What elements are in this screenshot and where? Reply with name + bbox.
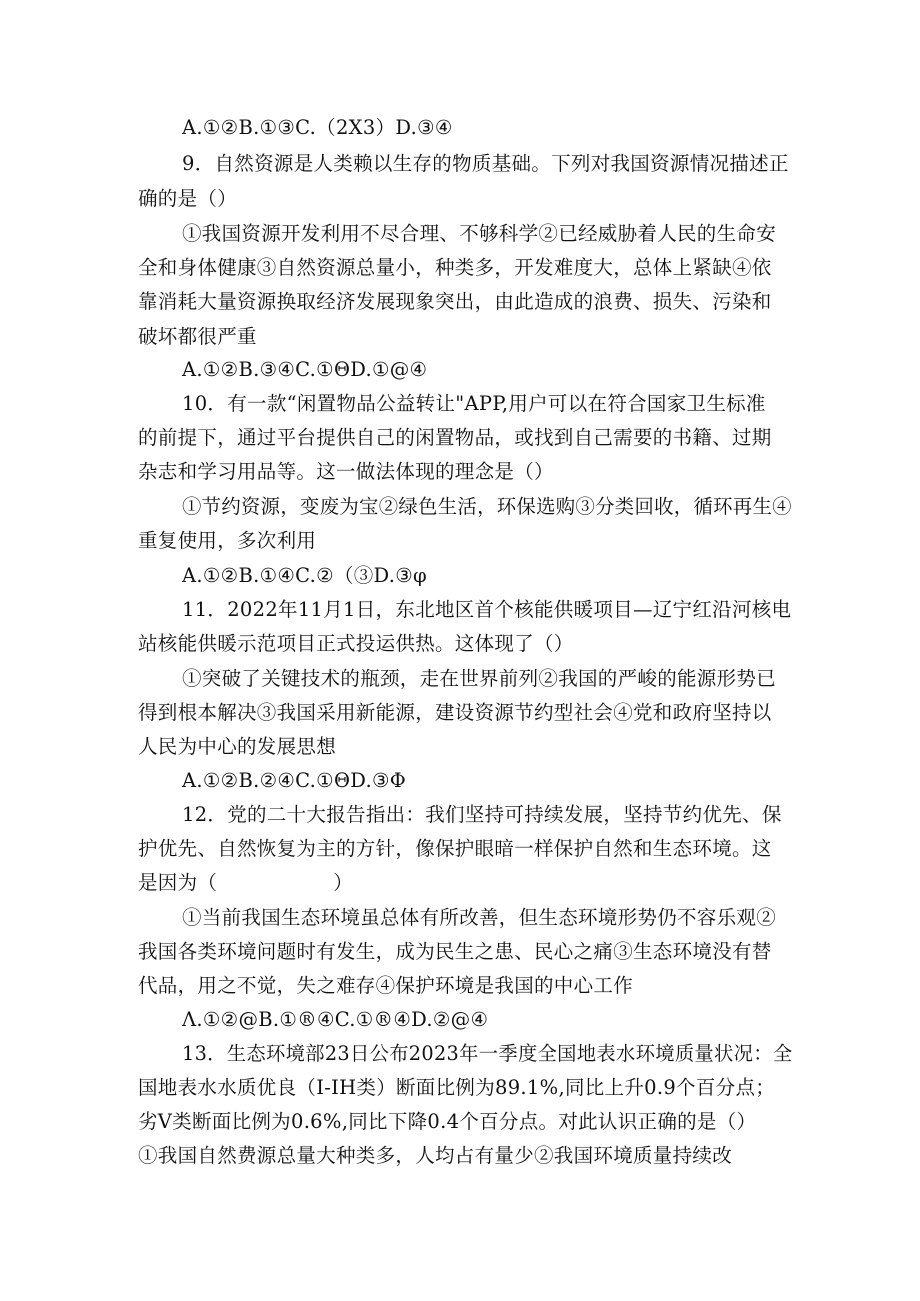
q11-stem-line-1: 11．2022年11月1日，东北地区首个核能供暖项目—辽宁红沿河核电	[182, 598, 792, 621]
q13-stem-line-1: 13．生态环境部23日公布2023年一季度全国地表水环境质量状况：全	[182, 1042, 793, 1065]
q12-answer-options: Λ.①②@B.①®④C.①®④D.②@④	[182, 1008, 489, 1031]
q9-stem-line-2: 确的是（）	[138, 187, 238, 210]
q10-stem-line-3: 杂志和学习用品等。这一做法体现的理念是（）	[138, 460, 554, 483]
q12-stem-close: ）	[333, 871, 354, 894]
q9-statements-line-2: 全和身体健康③自然资源总量小，种类多，开发难度大，总体上紧缺④依	[138, 256, 772, 279]
q12-stem-line-3	[138, 870, 353, 896]
q11-statements-line-3: 人民为中心的发展思想	[138, 735, 337, 758]
q13-stem-line-2: 国地表水水质优良（I-IH类）断面比例为89.1%,同比上升0.9个百分点；	[138, 1076, 776, 1099]
q12-stem-line-2: 护优先、自然恢复为主的方针，像保护眼暗一样保护自然和生态环境。这	[138, 837, 772, 860]
q9-statements-line-4: 破坏都很严重	[138, 325, 257, 348]
q9-stem-line-1: 9．自然资源是人类赖以生存的物质基础。下列对我国资源情况描述正	[182, 152, 789, 175]
q12-statements-line-1: ①当前我国生态环境虽总体有所改善，但生态环境形势仍不容乐观②	[182, 906, 777, 929]
q11-statements-line-1: ①突破了关键技术的瓶颈，走在世界前列②我国的严峻的能源形势已	[182, 667, 777, 690]
q9-statements-line-1: ①我国资源开发利用不尽合理、不够科学②已经威胁着人民的生命安	[182, 222, 777, 245]
q9-answer-options: A.①②B.③④C.①ΘD.①@④	[182, 358, 428, 381]
q12-stem-line-1: 12．党的二十大报告指出：我们坚持可持续发展，坚持节约优先、保	[182, 803, 782, 826]
q10-statements-line-1: ①节约资源，变废为宝②绿色生活，环保选购③分类回收，循环再生④	[182, 495, 792, 518]
q12-statements-line-3: 代品，用之不觉，失之难存④保护环境是我国的中心工作	[138, 974, 634, 997]
q11-stem-line-2: 站核能供暖示范项目正式投运供热。这体现了（）	[138, 632, 574, 655]
q10-stem-line-1: 10．有一款“闲置物品公益转让"APP,用户可以在符合国家卫生标准	[182, 392, 766, 415]
q8-answer-options: A.①②B.①③C.（2X3）D.③④	[182, 116, 453, 139]
q13-stem-line-3: 劣V类断面比例为0.6%,同比下降0.4个百分点。对此认识正确的是（）	[138, 1110, 757, 1133]
q9-statements-line-3: 靠消耗大量资源换取经济发展现象突出，由此造成的浪费、损失、污染和	[138, 290, 772, 313]
q12-statements-line-2: 我国各类环境问题时有发生，成为民生之患、民心之痛③生态环境没有替	[138, 940, 772, 963]
q10-stem-line-2: 的前提下，通过平台提供自己的闲置物品，或找到自己需要的书籍、过期	[138, 426, 772, 449]
q11-answer-options: A.①②B.②④C.①ΘD.③Φ	[182, 769, 407, 792]
q12-stem-open: 是因为（	[138, 871, 218, 894]
q10-statements-line-2: 重复使用，多次利用	[138, 529, 317, 552]
q10-answer-options: A.①②B.①④C.②（③D.③φ	[182, 564, 428, 587]
q13-statements-line-1: ①我国自然费源总量大种类多，人均占有量少②我国环境质量持续改	[138, 1144, 733, 1167]
q11-statements-line-2: 得到根本解决③我国采用新能源，建设资源节约型社会④党和政府坚持以	[138, 701, 772, 724]
